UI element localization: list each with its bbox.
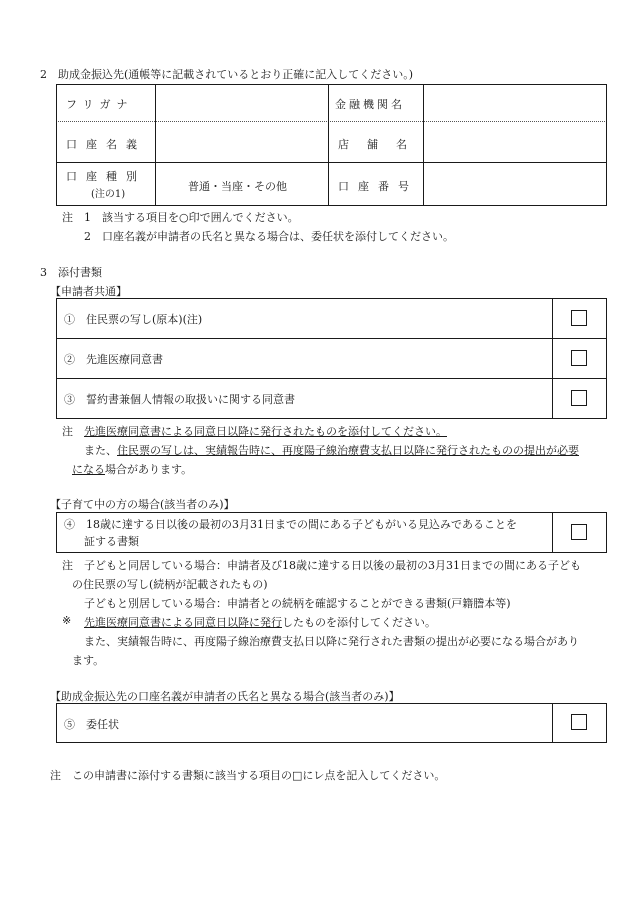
childcare-note4-line1: また、実績報告時に、再度陽子線治療費支払日以降に発行された書類の提出が必要になる場合があり — [84, 635, 579, 648]
bank-name-input[interactable] — [425, 86, 605, 120]
childcare-title: 【子育て中の方の場合(該当者のみ)】 — [50, 498, 235, 511]
common-note-line2 — [84, 442, 579, 458]
branch-label: 店舗名 — [338, 138, 425, 151]
section3-heading: 3 添付書類 — [40, 266, 102, 279]
common-doc-item-3: ③ 誓約書兼個人情報の取扱いに関する同意書 — [64, 393, 295, 406]
account-type-options[interactable]: 普通・当座・その他 — [188, 180, 287, 193]
common-note-line2-underlined: 住民票の写しは、実績報告時に、再度陽子線治療費支払日以降に発行されたものの提出が必要 — [117, 444, 579, 457]
section2-note-1: 注 1 該当する項目を○印で囲んでください。 — [62, 211, 299, 224]
childcare-note1-line2: の住民票の写し(続柄が記載されたもの) — [72, 578, 268, 591]
common-doc-item-1: ① 住民票の写し(原本)(注) — [64, 313, 203, 326]
childcare-item-line1: ④ 18歳に達する日以後の最初の3月31日までの間にある子どもがいる見込みであることを — [64, 518, 517, 531]
section2-note-2: 2 口座名義が申請者の氏名と異なる場合は、委任状を添付してください。 — [84, 230, 454, 243]
account-type-label: 口座種別 — [66, 170, 146, 183]
proxy-doc-checkbox[interactable] — [571, 714, 587, 730]
furigana-input[interactable] — [157, 86, 327, 120]
proxy-item: ⑤ 委任状 — [64, 718, 119, 731]
common-doc-item-2: ② 先進医療同意書 — [64, 353, 163, 366]
childcare-note3 — [84, 614, 436, 630]
common-note-line3-rest: 場合があります。 — [105, 463, 193, 476]
common-note-line3-underlined: になる — [72, 463, 105, 476]
childcare-item-line2: 証する書類 — [84, 535, 139, 548]
childcare-note2: 子どもと別居している場合：申請者との続柄を確認することができる書類(戸籍謄本等) — [84, 597, 511, 610]
bank-name-label: 金融機関名 — [335, 98, 405, 111]
footer-note: 注 この申請書に添付する書類に該当する項目の□にレ点を記入してください。 — [50, 769, 446, 782]
childcare-note1-line1: 注 子どもと同居している場合：申請者及び18歳に達する日以後の最初の3月31日までの間にある子ども — [62, 559, 581, 572]
common-doc-3-checkbox[interactable] — [571, 390, 587, 406]
childcare-doc-checkbox[interactable] — [571, 524, 587, 540]
common-note-line3 — [72, 461, 192, 477]
account-name-label: 口座名義 — [66, 138, 146, 151]
childcare-note3-mark: ※ — [62, 614, 72, 627]
account-number-input[interactable] — [425, 164, 605, 204]
common-note-line2-prefix: また、 — [84, 444, 117, 457]
furigana-label: フリガナ — [66, 98, 134, 111]
childcare-note4-line2: ます。 — [72, 654, 105, 667]
common-doc-2-checkbox[interactable] — [571, 350, 587, 366]
common-doc-1-checkbox[interactable] — [571, 310, 587, 326]
proxy-title: 【助成金振込先の口座名義が申請者の氏名と異なる場合(該当者のみ)】 — [50, 690, 400, 703]
account-number-label: 口座番号 — [338, 180, 418, 193]
common-note-prefix: 注 — [62, 425, 73, 438]
branch-input[interactable] — [425, 123, 605, 161]
account-type-note: (注の1) — [91, 189, 126, 200]
account-name-input[interactable] — [157, 123, 327, 161]
common-note-line1: 先進医療同意書による同意日以降に発行されたものを添付してください。 — [84, 425, 447, 438]
childcare-note3-rest: したものを添付してください。 — [282, 616, 436, 629]
common-docs-title: 【申請者共通】 — [50, 285, 127, 298]
childcare-note3-underlined: 先進医療同意書による同意日以降に発行 — [84, 616, 282, 629]
section2-heading: 2 助成金振込先(通帳等に記載されているとおり正確に記入してください。) — [40, 68, 414, 81]
